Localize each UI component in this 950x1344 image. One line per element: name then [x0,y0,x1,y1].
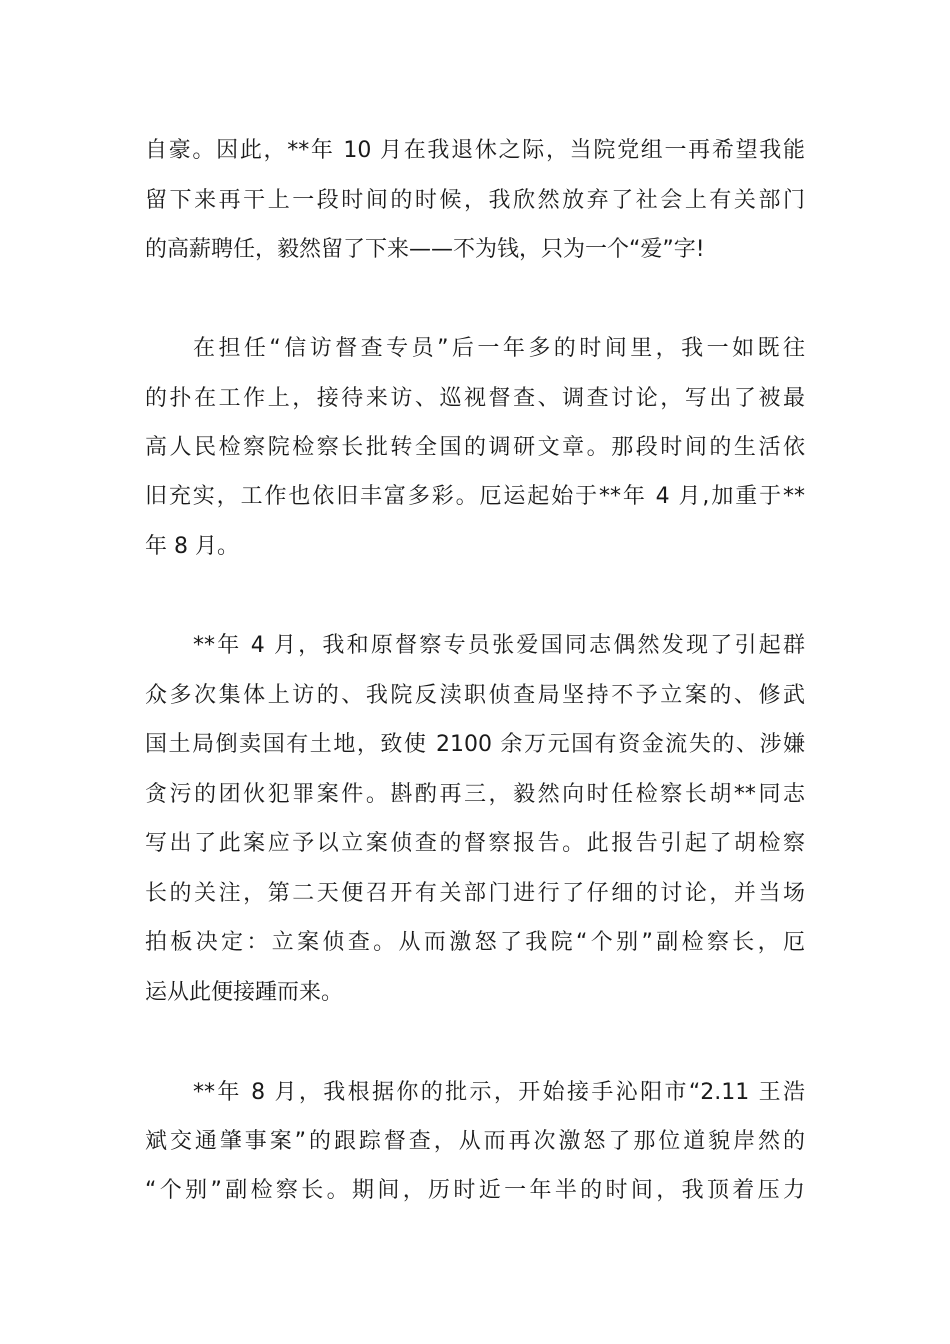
line-text: 运从此便接踵而来。 [145,980,344,1005]
text-line [0,428,950,468]
text-line [0,1122,950,1162]
line-text: **年 4 月，我和原督察专员张爱国同志偶然发现了引起群 [193,633,805,658]
text-line [0,527,950,567]
line-text: **年 8 月，我根据你的批示，开始接手沁阳市“2.11 王浩 [193,1080,805,1105]
line-text: “个别”副检察长。期间，历时近一年半的时间，我顶着压力 [145,1178,805,1203]
line-text: 的扑在工作上，接待来访、巡视督查、调查讨论，写出了被最 [145,386,805,411]
text-line [0,626,950,666]
line-text: 年 8 月。 [145,534,239,559]
text-line [0,477,950,517]
text-line [0,874,950,914]
line-text: 贪污的团伙犯罪案件。斟酌再三，毅然向时任检察长胡**同志 [145,782,805,807]
text-line [0,1073,950,1113]
line-text: 的高薪聘任，毅然留了下来——不为钱，只为一个“爱”字! [145,237,705,262]
line-text: 写出了此案应予以立案侦查的督察报告。此报告引起了胡检察 [145,831,805,856]
line-text: 自豪。因此，**年 10 月在我退休之际，当院党组一再希望我能 [145,138,805,163]
line-text: 旧充实，工作也依旧丰富多彩。厄运起始于**年 4 月,加重于** [145,484,805,509]
line-text: 国土局倒卖国有土地，致使 2100 余万元国有资金流失的、涉嫌 [145,732,805,757]
text-line [0,676,950,716]
text-line [0,131,950,171]
text-line [0,973,950,1013]
line-text: 斌交通肇事案”的跟踪督查，从而再次激怒了那位道貌岸然的 [145,1129,805,1154]
line-text: 众多次集体上访的、我院反渎职侦查局坚持不予立案的、修武 [145,683,805,708]
line-text: 留下来再干上一段时间的时候，我欣然放弃了社会上有关部门 [145,188,805,213]
text-line [0,923,950,963]
text-line [0,379,950,419]
text-line [0,775,950,815]
text-line [0,181,950,221]
text-line [0,230,950,270]
line-text: 长的关注，第二天便召开有关部门进行了仔细的讨论，并当场 [145,881,805,906]
text-line [0,824,950,864]
line-text: 拍板决定：立案侦查。从而激怒了我院“个别”副检察长，厄 [145,930,805,955]
line-text: 在担任“信访督查专员”后一年多的时间里，我一如既往 [193,336,805,361]
text-line [0,1171,950,1211]
line-text: 高人民检察院检察长批转全国的调研文章。那段时间的生活依 [145,435,805,460]
text-line [0,329,950,369]
text-line [0,725,950,765]
